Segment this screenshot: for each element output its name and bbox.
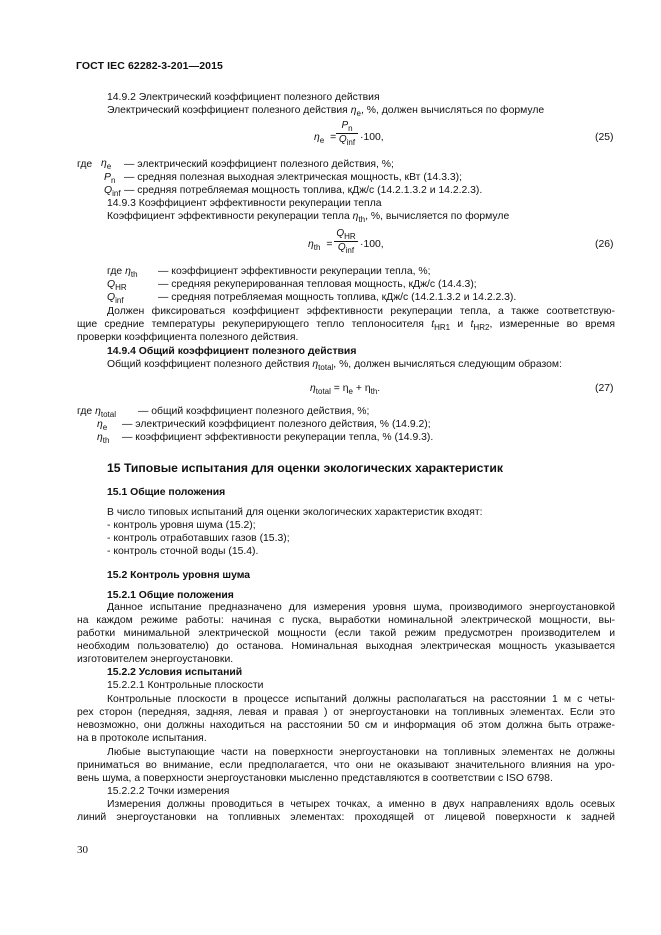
paragraph-line: Должен фиксироваться коэффициент эффективности рекуперации тепла, а также соответствую- (107, 306, 615, 317)
def-symbol: $\eta_e$ (101, 158, 112, 172)
paragraph-line: необходим пользователю) до останова. Номинальная выходная электрическая мощность указывается (77, 641, 615, 652)
equation-27: $\eta_{total} = \eta_e + \eta_{th}$. (310, 383, 381, 397)
def-text: — общий коэффициент полезного действия, %; (138, 406, 370, 417)
list-item: - контроль сточной воды (15.4). (107, 546, 259, 557)
paragraph-line: линий энергоустановки на топливных элементах: проходящей от лицевой поверхности к задней (77, 812, 615, 823)
equation-26-tail: ·100, (360, 239, 384, 250)
def-symbol: $Q_{inf}$ (107, 292, 124, 306)
paragraph-line: работки минимальной электрической мощности (если такой режим предусмотрен производителем и (77, 628, 615, 639)
def-symbol: $\eta_{th}$ (97, 432, 110, 446)
section-title-15: 15 Типовые испытания для оценки экологических характеристик (107, 461, 503, 475)
equation-25-tail: ·100, (360, 132, 384, 143)
def-text: — электрический коэффициент полезного действия, % (14.9.2); (122, 419, 431, 430)
paragraph-line: приниматься во внимание, если предполагается, что они не оказывают значительного влияния на уро- (77, 760, 615, 771)
paragraph-line: на в протоколе испытания. (77, 733, 207, 744)
subsection-title-15-2: 15.2 Контроль уровня шума (107, 570, 251, 581)
equation-25-lhs: $\eta_e$ = (314, 132, 337, 146)
where-label-27: где $\eta_{total}$ (77, 406, 116, 420)
paragraph-line: рех сторон (передняя, задняя, левая и правая ) от энергоустановки на топливных элементах. Если это (77, 707, 615, 718)
paragraph-15-1-intro: В число типовых испытаний для оценки экологических характеристик входят: (107, 507, 483, 518)
paragraph-line: Измерения должны проводиться в четырех точках, а именно в двух направлениях вдоль осевых (107, 799, 615, 810)
equation-26-fraction: $Q_{HR}$ $Q_{inf}$ (334, 228, 358, 255)
subsection-title-14-9-2: 14.9.2 Электрический коэффициент полезного действия (107, 92, 380, 103)
def-text: — коэффициент эффективности рекуперации тепла, % (14.9.3). (122, 432, 434, 443)
paragraph-line: изготовителем энергоустановки. (77, 654, 234, 665)
def-symbol: $Q_{HR}$ (107, 279, 127, 293)
subsection-title-15-2-2-1: 15.2.2.1 Контрольные плоскости (107, 680, 264, 691)
def-symbol: $\eta_e$ (97, 419, 108, 433)
where-label-25: где (77, 159, 93, 170)
paragraph-line: на каждом режиме работы: начиная с пуска, выработки номинальной электрической мощности, вы- (77, 615, 615, 626)
def-symbol: $P_n$ (104, 172, 116, 186)
subsection-title-15-2-2-2: 15.2.2.2 Точки измерения (107, 786, 230, 797)
subsection-title-15-1: 15.1 Общие положения (107, 487, 226, 498)
subsection-title-14-9-3: 14.9.3 Коэффициент эффективности рекуперации тепла (107, 198, 382, 209)
paragraph-14-9-4-intro: Общий коэффициент полезного действия $\eta_{total}$, %, должен вычисляться следующим образом: (107, 359, 562, 373)
list-item: - контроль отработавших газов (15.3); (107, 533, 290, 544)
paragraph-14-9-3-intro: Коэффициент эффективности рекуперации тепла $\eta_{th}$, %, вычисляется по формуле (107, 211, 510, 225)
paragraph-14-9-2-intro: Электрический коэффициент полезного действия $\eta_e$, %, должен вычисляться по формуле (107, 105, 545, 119)
equation-number-27: (27) (595, 383, 614, 394)
paragraph-line: вень шума, а поверхности энергоустановки мысленно представляются в соответствии с ISO 6798. (77, 773, 553, 784)
def-text: — средняя потребляемая мощность топлива, кДж/с (14.2.1.3.2 и 14.2.2.3). (158, 292, 517, 303)
equation-number-25: (25) (595, 132, 614, 143)
equation-25-fraction: $P_n$ $Q_{inf}$ (336, 120, 358, 147)
def-symbol: $Q_{inf}$ (104, 185, 121, 199)
paragraph-line: проверки коэффициента полезного действия. (77, 332, 299, 343)
subsection-title-15-2-2: 15.2.2 Условия испытаний (107, 667, 243, 678)
equation-26-lhs: $\eta_{th}$ = (308, 239, 333, 253)
def-text: — средняя полезная выходная электрическая мощность, кВт (14.3.3); (124, 172, 463, 183)
list-item: - контроль уровня шума (15.2); (107, 520, 256, 531)
def-text: — коэффициент эффективности рекуперации тепла, %; (158, 266, 431, 277)
equation-number-26: (26) (595, 239, 614, 250)
paragraph-line: Данное испытание предназначено для измерения уровня шума, производимого энергоустановкой (107, 602, 615, 613)
paragraph-line: Контрольные плоскости в процессе испытаний должны располагаться на расстоянии 1 м с четы- (107, 694, 615, 705)
paragraph-line: Любые выступающие части на поверхности энергоустановки на топливных элементах не должны (107, 747, 615, 758)
def-text: — электрический коэффициент полезного действия, %; (124, 159, 394, 170)
where-label-26: где $\eta_{th}$ (107, 266, 138, 280)
subsection-title-14-9-4: 14.9.4 Общий коэффициент полезного действия (107, 346, 357, 357)
def-text: — средняя рекуперированная тепловая мощность, кДж/с (14.4.3); (158, 279, 477, 290)
def-text: — средняя потребляемая мощность топлива, кДж/с (14.2.1.3.2 и 14.2.2.3). (124, 185, 483, 196)
subsection-title-15-2-1: 15.2.1 Общие положения (107, 590, 234, 601)
paragraph-line: щие средние температуры рекуперирующего тепло теплоносителя $t_{HR1}$ и $t_{HR2}$, измеренные во время (77, 319, 616, 333)
paragraph-line: невозможно, они должны находиться на расстоянии 50 см и информация об этом должна быть отраже- (77, 720, 615, 731)
page-number: 30 (77, 844, 88, 856)
document-header: ГОСТ IEC 62282-3-201—2015 (76, 60, 223, 72)
